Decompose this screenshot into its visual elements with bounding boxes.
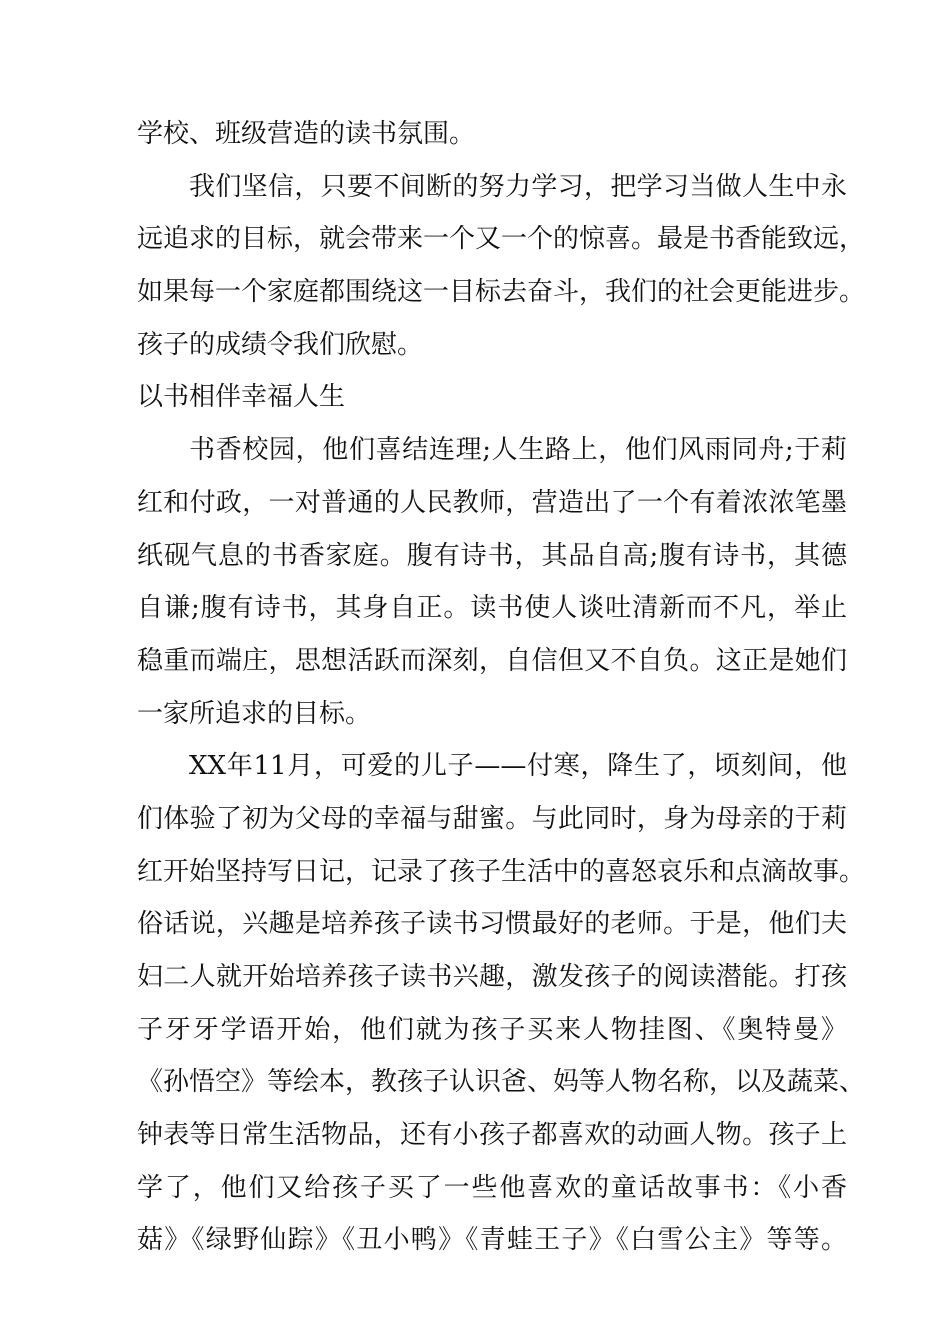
text-line: 俗话说，兴趣是培养孩子读书习惯最好的老师。于是，他们夫 [137, 909, 847, 940]
document-body [137, 108, 866, 1267]
text-line: 学校、班级营造的读书氛围。 [137, 119, 476, 149]
text-line: 远追求的目标，就会带来一个又一个的惊喜。最是书香能致远， [137, 224, 866, 255]
text-line: 菇》《绿野仙踪》《丑小鸭》《青蛙王子》《白雪公主》等等。 [137, 1225, 847, 1256]
text-line: 们体验了初为父母的幸福与甜蜜。与此同时，身为母亲的于莉 [137, 803, 847, 834]
text-line: 学了，他们又给孩子买了一些他喜欢的童话故事书：《小香 [137, 1172, 847, 1203]
text-line: 自谦;腹有诗书，其身自正。读书使人谈吐清新而不凡，举止 [137, 593, 847, 624]
text-line: 钟表等日常生活物品，还有小孩子都喜欢的动画人物。孩子上 [137, 1120, 847, 1151]
text-line: 红和付政，一对普通的人民教师，营造出了一个有着浓浓笔墨 [137, 487, 847, 518]
text-line: 子牙牙学语开始，他们就为孩子买来人物挂图、《奥特曼》 [137, 1014, 847, 1045]
text-line: XX年11月，可爱的儿子——付寒，降生了，顷刻间，他 [189, 751, 847, 782]
text-line: 纸砚气息的书香家庭。腹有诗书，其品自高;腹有诗书，其德 [137, 540, 847, 571]
text-line: 如果每一个家庭都围绕这一目标去奋斗，我们的社会更能进步。 [137, 277, 866, 308]
text-line: 我们坚信，只要不间断的努力学习，把学习当做人生中永 [189, 171, 847, 202]
text-line: 《孙悟空》等绘本，教孩子认识爸、妈等人物名称，以及蔬菜、 [137, 1067, 866, 1098]
text-line: 红开始坚持写日记，记录了孩子生活中的喜怒哀乐和点滴故事。 [137, 856, 866, 887]
text-line: 孩子的成绩令我们欣慰。 [137, 329, 424, 360]
text-line: 妇二人就开始培养孩子读书兴趣，激发孩子的阅读潜能。打孩 [137, 962, 847, 992]
text-line: 稳重而端庄，思想活跃而深刻，自信但又不自负。这正是她们 [137, 645, 847, 676]
text-line: 书香校园，他们喜结连理;人生路上，他们风雨同舟;于莉 [189, 435, 847, 466]
section-heading: 以书相伴幸福人生 [137, 382, 346, 413]
text-line: 一家所追求的目标。 [137, 698, 372, 729]
